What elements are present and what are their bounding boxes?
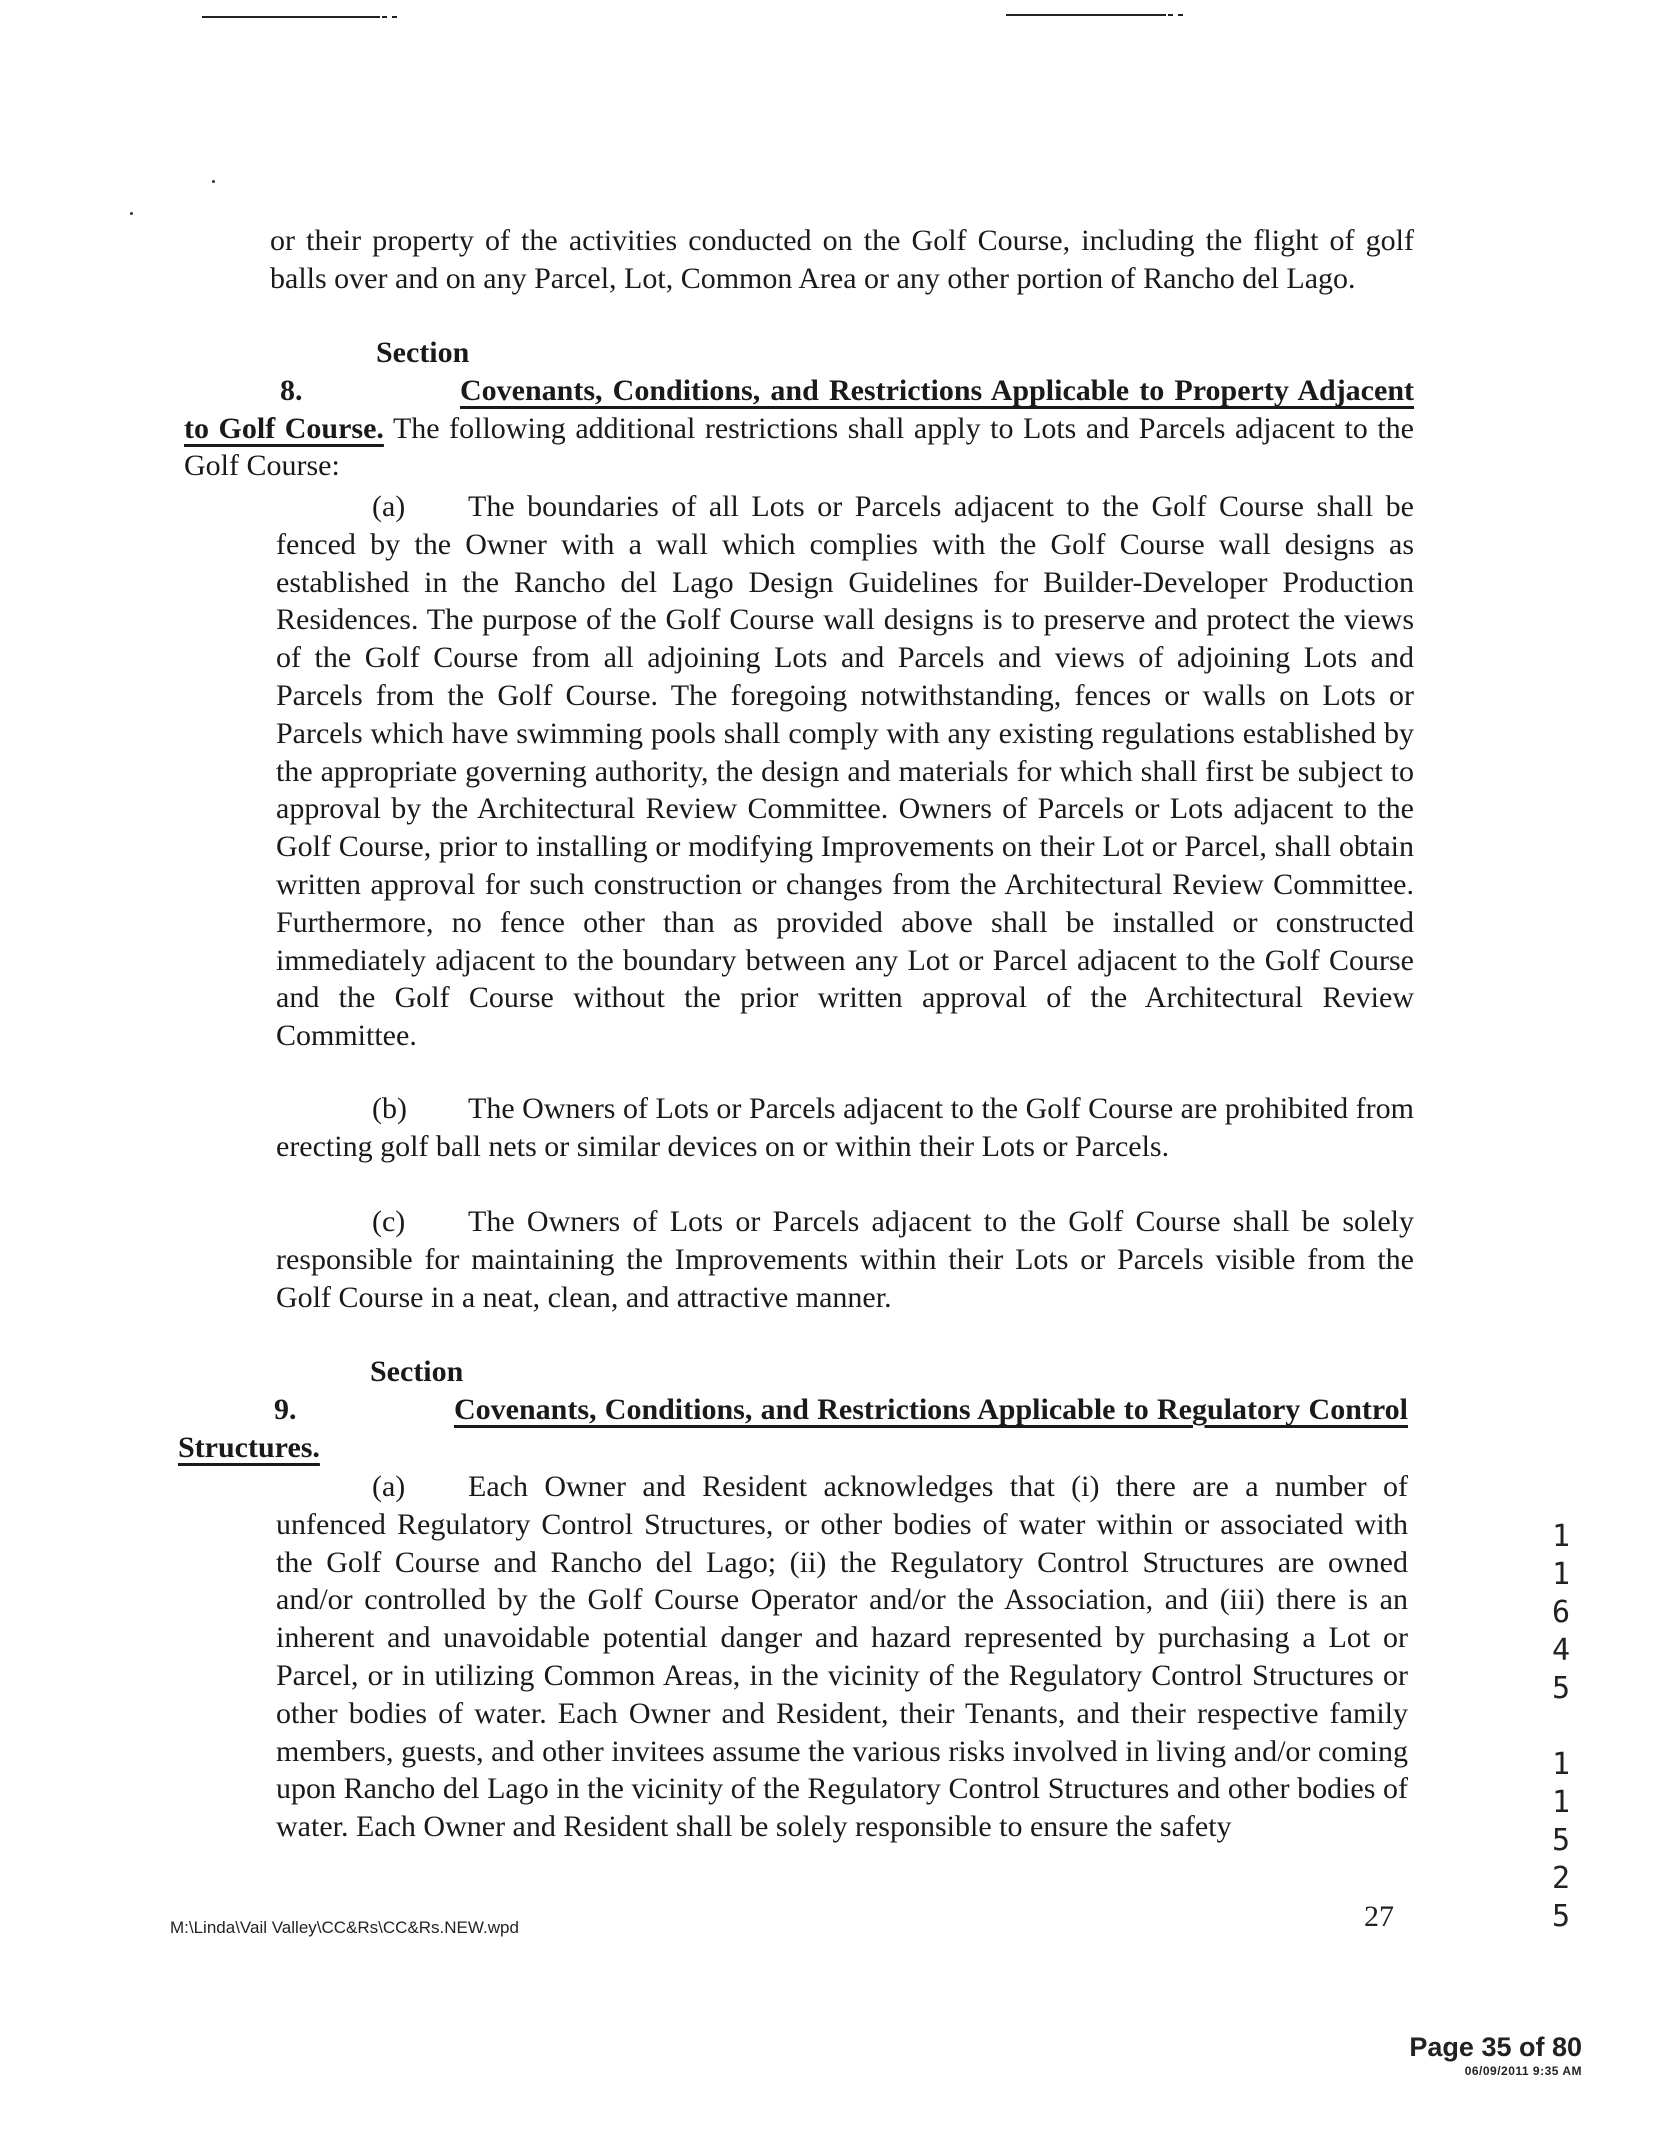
section-9-item-a — [276, 1468, 1408, 1846]
section-9-label: Section 9. — [274, 1355, 464, 1426]
section-8-item-b — [276, 1090, 1414, 1166]
item-text: The Owners of Lots or Parcels adjacent to the Golf Course are prohibited from erecting golf ball nets or similar devices on or within their Lots or Parcels. — [276, 1092, 1414, 1163]
section-8-label: Section 8. — [280, 336, 470, 407]
side-recording-number — [1546, 1518, 1576, 1936]
section-8-heading — [184, 334, 1414, 485]
page-stamp — [1409, 2030, 1582, 2078]
scan-speck — [212, 180, 215, 183]
stamp-timestamp: 06/09/2011 9:35 AM — [1464, 2064, 1582, 2078]
header-rule-left — [202, 16, 380, 18]
item-label: (c) — [372, 1205, 406, 1238]
recording-number-top: 11645 — [1551, 1519, 1571, 1706]
section-8-item-c — [276, 1203, 1414, 1316]
recording-number-bottom: 11525 — [1551, 1747, 1571, 1934]
item-label: (b) — [372, 1092, 407, 1125]
section-8-item-a — [276, 488, 1414, 1055]
item-label: (a) — [372, 490, 406, 523]
section-9-title: Covenants, Conditions, and Restrictions Applicable to Regulatory Control Structures. — [178, 1392, 1408, 1464]
footer-page-number: 27 — [1364, 1900, 1394, 1933]
item-text: The Owners of Lots or Parcels adjacent to the Golf Course shall be solely responsible for maintaining the Improvements within their Lots or Parcels visible from the Golf Course in a neat, clean, and attractive manner. — [276, 1205, 1414, 1314]
item-label: (a) — [372, 1470, 406, 1503]
header-rule-right — [1006, 14, 1166, 16]
scan-speck — [130, 212, 133, 215]
section-9-heading — [178, 1353, 1408, 1466]
section-8-intro: The following additional restrictions shall apply to Lots and Parcels adjacent to the Golf Course: — [184, 411, 1414, 483]
intro-paragraph: or their property of the activities conducted on the Golf Course, including the flight of golf balls over and on any Parcel, Lot, Common Area or any other portion of Rancho del Lago. — [270, 224, 1414, 295]
stamp-page-label: Page 35 of 80 — [1409, 2032, 1582, 2062]
header-rule-right-dash — [1168, 14, 1186, 16]
header-rule-left-dash — [382, 16, 400, 18]
item-text: Each Owner and Resident acknowledges that (i) there are a number of unfenced Regulatory Control Structures, or other bodies of water within or associated with the Golf Course and Rancho del Lago; (ii) the Regulatory Control Structures are owned and/or controlled by the Golf Course Operator and/or the Association, and (iii) there is an inherent and unavoidable potential danger and hazard represented by purchasing a Lot or Parcel, or in utilizing Common Areas, in the vicinity of the Regulatory Control Structures or other bodies of water. Each Owner and Resident, their Tenants, and their respective family members, guests, and other invitees assume the various risks involved in living and/or coming upon Rancho del Lago in the vicinity of the Regulatory Control Structures and other bodies of water. Each Owner and Resident shall be solely responsible to ensure the safety — [276, 1470, 1408, 1844]
item-text: The boundaries of all Lots or Parcels adjacent to the Golf Course shall be fenced by the Owner with a wall which complies with the Golf Course wall designs as established in the Rancho del Lago Design Guidelines for Builder-Developer Production Residences. The purpose of the Golf Course wall designs is to preserve and protect the views of the Golf Course from all adjoining Lots and Parcels and views of adjoining Lots and Parcels from the Golf Course. The foregoing notwithstanding, fences or walls on Lots or Parcels which have swimming pools shall comply with any existing regulations established by the appropriate governing authority, the design and materials for which shall first be subject to approval by the Architectural Review Committee. Owners of Parcels or Lots adjacent to the Golf Course, prior to installing or modifying Improvements on their Lot or Parcel, shall obtain written approval for such construction or changes from the Architectural Review Committee. Furthermore, no fence other than as provided above shall be installed or constructed immediately adjacent to the boundary between any Lot or Parcel adjacent to the Golf Course and the Golf Course without the prior written approval of the Architectural Review Committee. — [276, 490, 1414, 1053]
footer-file-path: M:\Linda\Vail Valley\CC&Rs\CC&Rs.NEW.wpd — [170, 1918, 519, 1937]
section-8-title: Covenants, Conditions, and Restrictions Applicable to Property Adjacent to Golf Course. — [184, 373, 1414, 445]
